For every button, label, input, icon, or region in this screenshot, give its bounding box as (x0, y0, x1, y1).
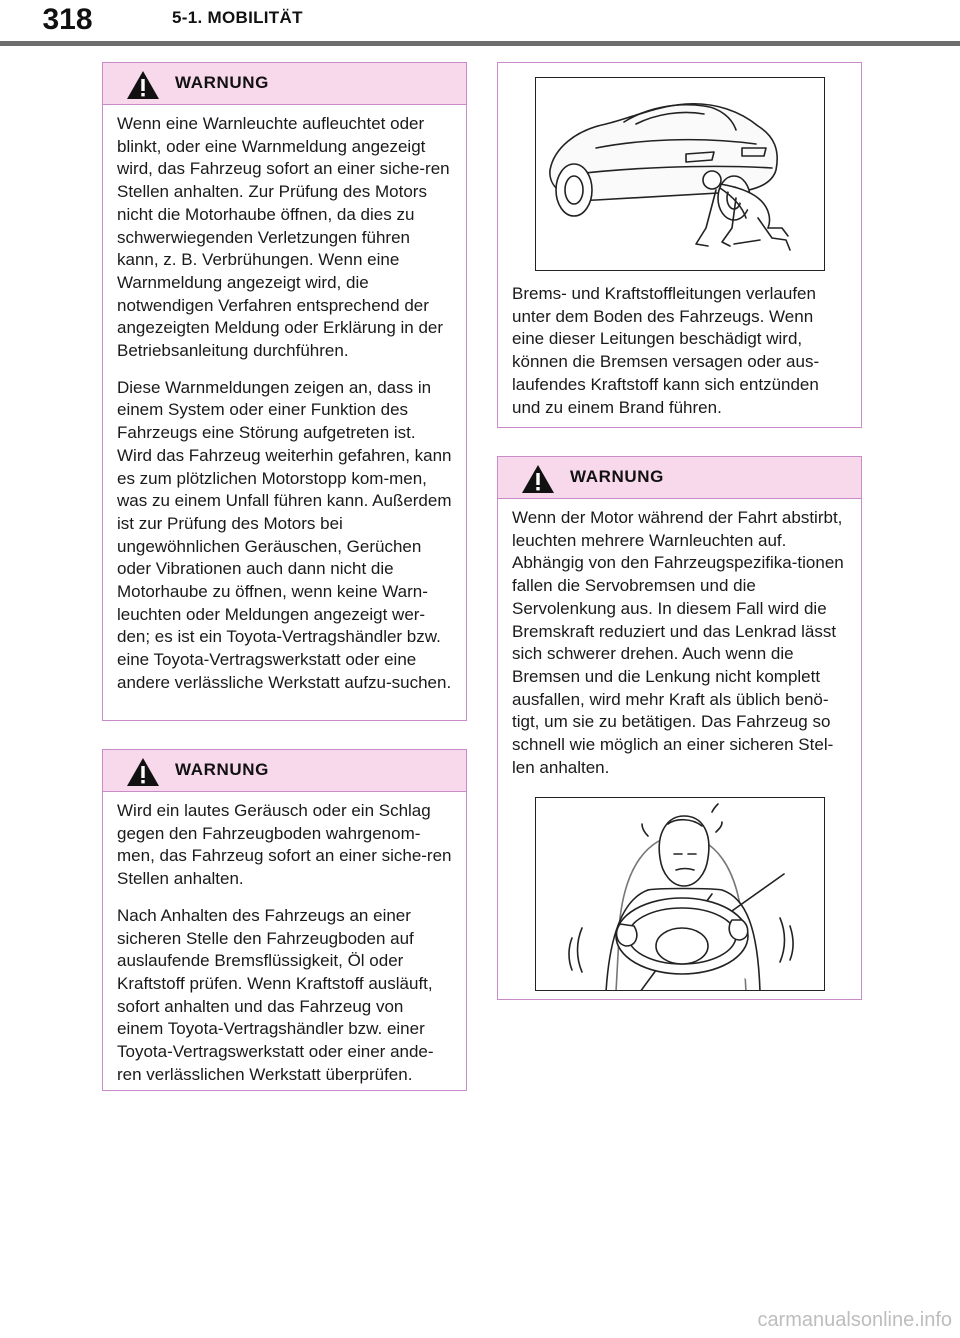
warning-paragraph: Wird ein lautes Geräusch oder ein Schlag gegen den Fahrzeugboden wahrgenom-men, das Fahrzeug sofort an einer siche-ren Stellen anhalten. (117, 801, 452, 889)
warning-header (498, 457, 861, 499)
warning-paragraph: Wenn der Motor während der Fahrt abstirbt, leuchten mehrere Warnleuchten auf. Abhängig von den Fahrzeugspezifika-tionen fallen die Servobremsen und die Servolenkung aus. In diesem Fall wird die Bremskraft reduziert und das Lenkrad lässt sich schwerer drehen. Auch wenn die Bremsen und die Lenkung nicht komplett ausfallen, wird mehr Kraft als üblich benö-tigt, um sie zu betätigen. Das Fahrzeug so schnell wie möglich an einer sicheren Stel-len anhalten. (512, 508, 844, 777)
continuation-body (498, 271, 861, 429)
page-number: 318 (0, 0, 135, 40)
warning-body (103, 105, 466, 705)
warning-box-2 (102, 749, 467, 1091)
warning-paragraph: Diese Warnmeldungen zeigen an, dass in einem System oder einer Funktion des Fahrzeugs eine Störung aufgetreten ist. Wird das Fahrzeug weiterhin gefahren, kann es zum plötzlichen Motorstopp kom-men, was zu einem Unfall führen kann. Außerdem ist zur Prüfung des Motors bei ungewöhnlichen Geräuschen, Gerüchen oder Vibrationen auch dann nicht die Motorhaube zu öffnen, wenn keine Warn-leuchten oder Meldungen angezeigt wer-den; es ist ein Toyota-Vertragshändler bzw. eine Toyota-Vertragswerkstatt oder eine andere verlässliche Werkstatt aufzu-suchen. (117, 377, 452, 692)
section-title: 5-1. MOBILITÄT (172, 8, 303, 27)
watermark: carmanualsonline.info (757, 1309, 952, 1331)
warning-header (103, 63, 466, 105)
warning-paragraph: Wenn eine Warnleuchte aufleuchtet oder blinkt, oder eine Warnmeldung angezeigt wird, das Fahrzeug sofort an einer siche-ren Stellen anhalten. Zur Prüfung des Motors nicht die Motorhaube öffnen, da dies zu schwerwiegenden Verletzungen führen kann, z. B. Verbrühungen. Wenn eine Warnmeldung angezeigt wird, die notwendigen Verfahren entsprechend der angezeigten Meldung oder Erklärung in der Betriebsanleitung durchführen. (117, 114, 450, 361)
car-underbody-illustration (535, 77, 825, 271)
continuation-paragraph: Brems- und Kraftstoffleitungen verlaufen unter dem Boden des Fahrzeugs. Wenn eine dieser Leitungen beschädigt wird, können die Bremsen versagen oder aus-laufendes Kraftstoff kann sich entzünden und zu einem Brand führen. (512, 284, 820, 417)
car-inspection-drawing (536, 78, 825, 271)
warning-label: WARNUNG (175, 760, 269, 779)
warning-box-1 (102, 62, 467, 721)
page-header (0, 0, 960, 48)
continuation-box (497, 62, 862, 428)
driver-steering-illustration (535, 797, 825, 991)
warning-paragraph: Nach Anhalten des Fahrzeugs an einer sicheren Stelle den Fahrzeugboden auf auslaufende Bremsflüssigkeit, Öl oder Kraftstoff prüfen. Wenn Kraftstoff ausläuft, sofort anhalten und das Fahrzeug von einem Toyota-Vertragshändler bzw. einer Toyota-Vertragswerkstatt oder einer ande-ren verlässlichen Werkstatt überprüfen. (117, 905, 434, 1084)
header-rule (0, 41, 960, 46)
warning-body (103, 792, 466, 1096)
warning-box-3 (497, 456, 862, 1000)
warning-triangle-icon (125, 69, 161, 101)
driver-drawing (536, 798, 825, 991)
warning-header (103, 750, 466, 792)
warning-body (498, 499, 861, 789)
warning-triangle-icon (520, 463, 556, 495)
warning-label: WARNUNG (175, 73, 269, 92)
warning-triangle-icon (125, 756, 161, 788)
warning-label: WARNUNG (570, 467, 664, 486)
